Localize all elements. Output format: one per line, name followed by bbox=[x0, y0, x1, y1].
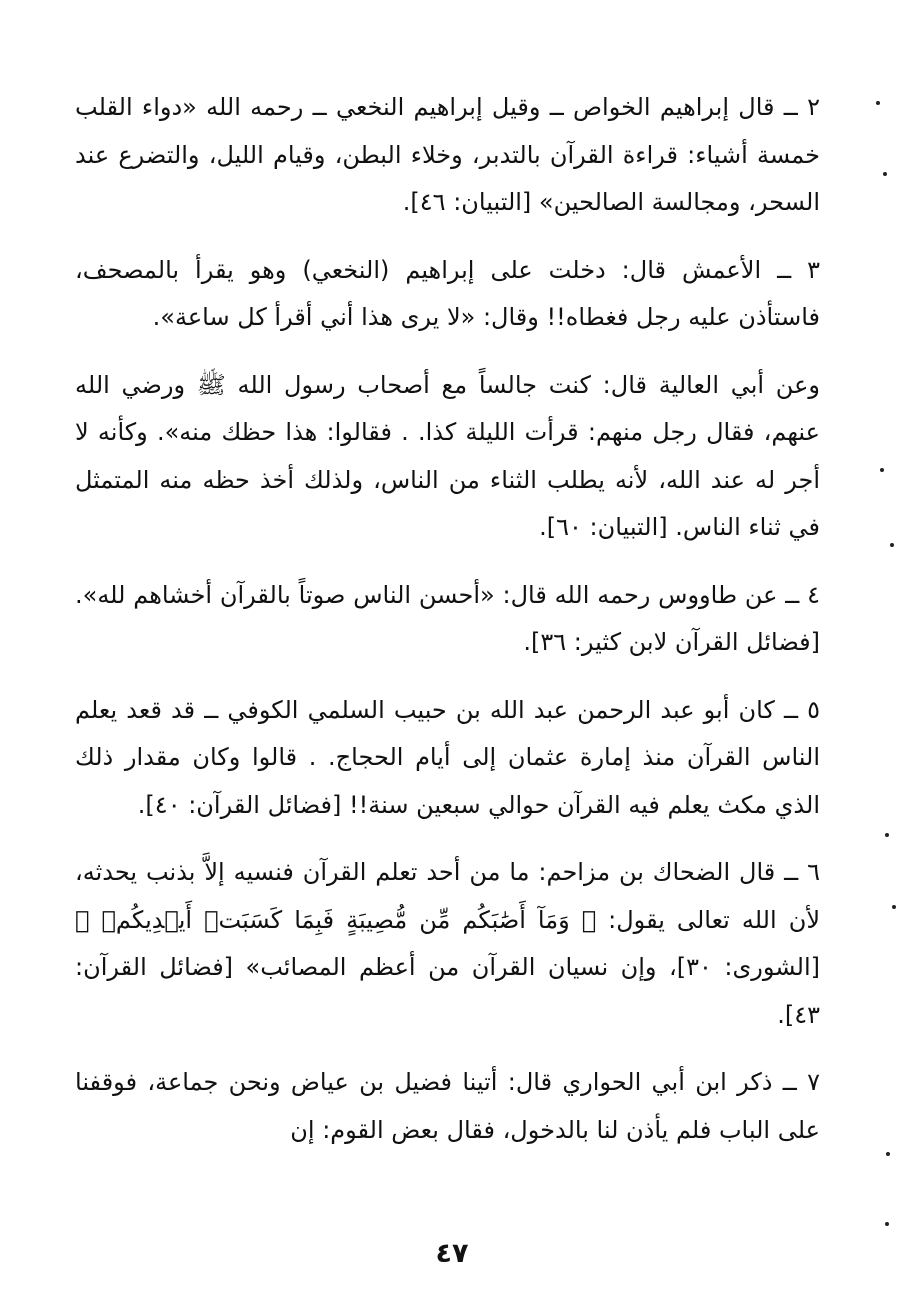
scan-speck bbox=[890, 543, 894, 547]
page-body bbox=[75, 84, 820, 1154]
scan-speck bbox=[885, 1222, 889, 1226]
paragraph-5: ٥ ــ كان أبو عبد الرحمن عبد الله بن حبيب السلمي الكوفي ــ قد قعد يعلم الناس القرآن منذ إمارة عثمان إلى أيام الحجاج. . قالوا وكان مقدار ذلك الذي مكث يعلم فيه القرآن حوالي سبعين سنة!! [فضائل القرآن: ٤٠]. bbox=[75, 695, 820, 819]
paragraph-3: ٣ ــ الأعمش قال: دخلت على إبراهيم (النخعي) وهو يقرأ بالمصحف، فاستأذن عليه رجل فغطاه!! وقال: «لا يرى هذا أني أقرأ كل ساعة». bbox=[75, 255, 820, 331]
page-number: ٤٧ bbox=[435, 1238, 469, 1269]
scan-speck bbox=[892, 905, 896, 909]
scan-speck bbox=[886, 1152, 890, 1156]
scan-speck bbox=[880, 468, 884, 472]
scan-speck bbox=[885, 833, 889, 837]
paragraph-abu-aliya: وعن أبي العالية قال: كنت جالساً مع أصحاب رسول الله ﷺ ورضي الله عنهم، فقال رجل منهم: قرأت الليلة كذا. . فقالوا: هذا حظك منه». وكأنه لا أجر له عند الله، لأنه يطلب الثناء من الناس، ولذلك أخذ حظه منه المتمثل في ثناء الناس. [التبيان: ٦٠]. bbox=[75, 370, 820, 541]
paragraph-6: ٦ ــ قال الضحاك بن مزاحم: ما من أحد تعلم القرآن فنسيه إلاَّ بذنب يحدثه، لأن الله تعالى يقول: ﴿ وَمَآ أَصَٰبَكُم مِّن مُّصِيبَةٍ فَبِمَا كَسَبَتۡ أَيۡدِيكُمۡ ﴾ [الشورى: ٣٠]، وإن نسيان القرآن من أعظم المصائب» [فضائل القرآن: ٤٣]. bbox=[75, 858, 820, 1029]
scan-speck bbox=[883, 172, 887, 176]
paragraph-7: ٧ ــ ذكر ابن أبي الحواري قال: أتينا فضيل بن عياض ونحن جماعة، فوقفنا على الباب فلم يأذن لنا بالدخول، فقال بعض القوم: إن bbox=[75, 1068, 820, 1144]
scan-speck bbox=[876, 101, 880, 105]
paragraph-4: ٤ ــ عن طاووس رحمه الله قال: «أحسن الناس صوتاً بالقرآن أخشاهم لله». [فضائل القرآن لابن كثير: ٣٦]. bbox=[75, 580, 820, 656]
paragraph-2: ٢ ــ قال إبراهيم الخواص ــ وقيل إبراهيم النخعي ــ رحمه الله «دواء القلب خمسة أشياء: قراءة القرآن بالتدبر، وخلاء البطن، وقيام الليل، والتضرع عند السحر، ومجالسة الصالحين» [التبيان: ٤٦]. bbox=[75, 93, 820, 216]
